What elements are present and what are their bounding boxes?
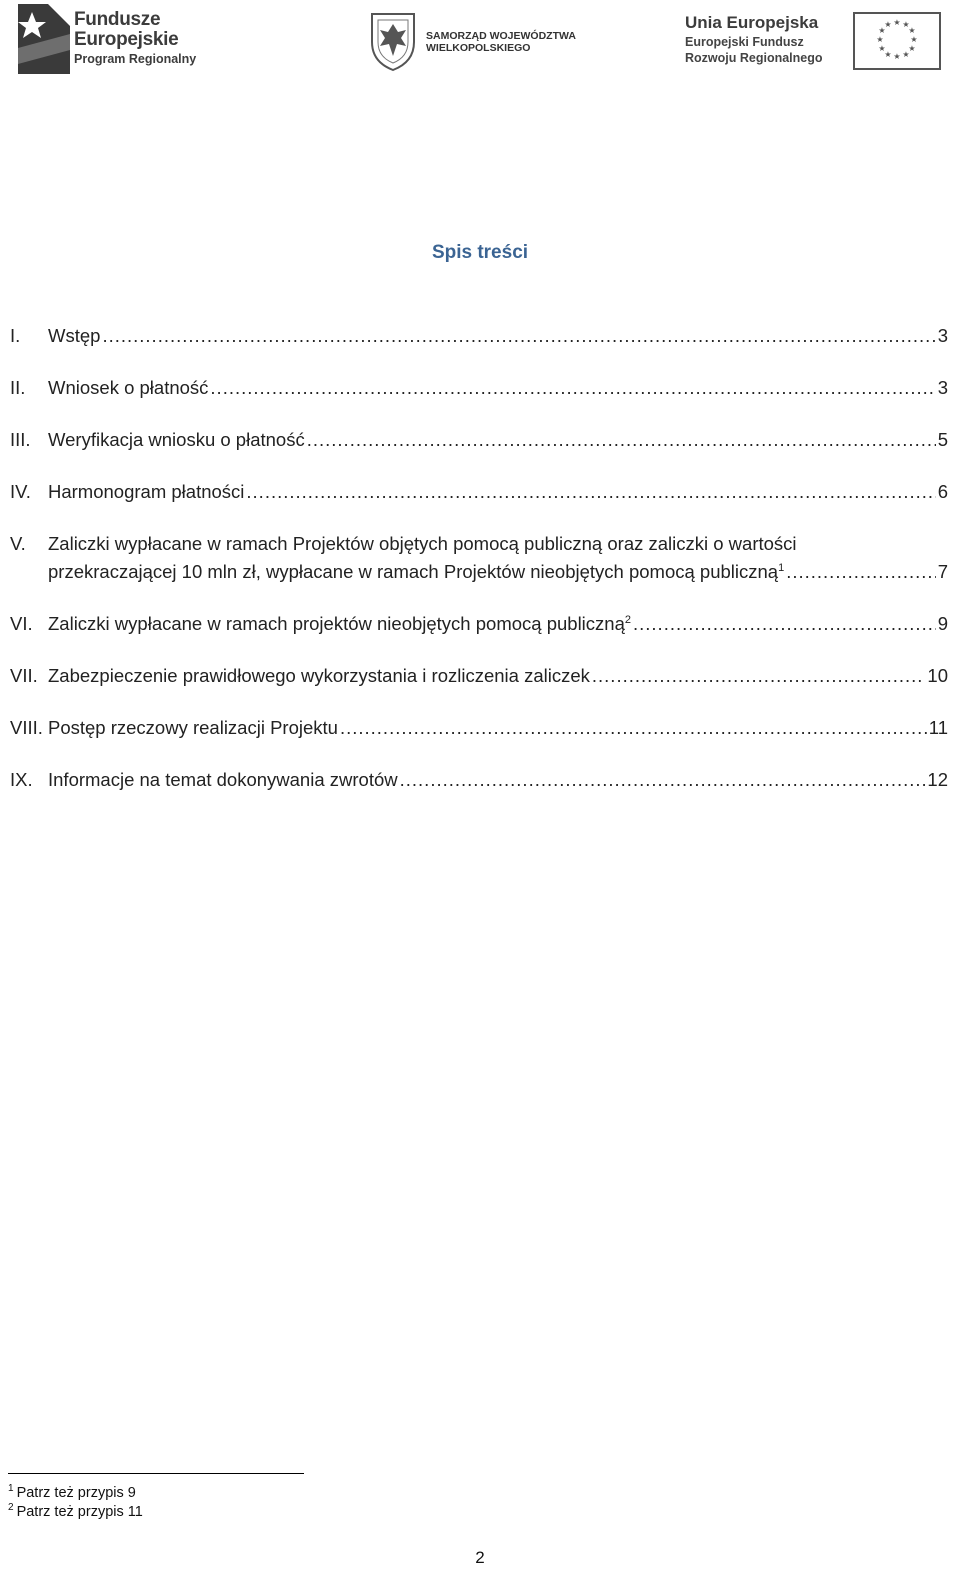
- svg-text:★: ★: [884, 50, 892, 59]
- toc-entry-page: 11: [928, 717, 948, 738]
- toc-entry-text: Informacje na temat dokonywania zwrotów: [48, 769, 398, 790]
- svg-text:★: ★: [902, 20, 910, 29]
- toc-leader-dots: [592, 662, 926, 690]
- sw-line1: SAMORZĄD WOJEWÓDZTWA: [426, 30, 576, 42]
- svg-text:★: ★: [876, 35, 884, 44]
- page-number: 2: [475, 1548, 485, 1567]
- toc-entry-text-line1: Zaliczki wypłacane w ramach Projektów objętych pomocą publiczną oraz zaliczki o wartości: [48, 533, 797, 554]
- toc-entry-page: 3: [937, 377, 948, 398]
- ue-sub1: Europejski Fundusz: [685, 35, 804, 49]
- footnote-mark: 1: [8, 1483, 14, 1495]
- toc-entry-text-content: Zaliczki wypłacane w ramach projektów nieobjętych pomocą publiczną: [48, 613, 625, 634]
- samorzad-logo-text: [426, 30, 576, 54]
- svg-text:★: ★: [878, 44, 886, 53]
- toc-leader-dots: [340, 714, 927, 742]
- fe-star-icon: [18, 4, 70, 74]
- toc-entry-text: Postęp rzeczowy realizacji Projektu: [48, 717, 338, 738]
- fe-line2: Europejskie: [74, 29, 179, 50]
- toc-entry-number: VIII.: [10, 717, 43, 738]
- toc-entry-text-line2-content: przekraczającej 10 mln zł, wypłacane w ramach Projektów nieobjętych pomocą publiczną: [48, 561, 779, 582]
- svg-text:★: ★: [893, 18, 901, 27]
- eagle-crest-icon: [368, 12, 418, 72]
- unia-europejska-logo: [685, 12, 945, 74]
- svg-text:★: ★: [908, 26, 916, 35]
- ue-sub2: Rozwoju Regionalnego: [685, 51, 823, 65]
- toc-entry-text: Wstęp: [48, 325, 101, 346]
- toc-entry-text: Harmonogram płatności: [48, 481, 245, 502]
- eu-flag-icon: [853, 12, 941, 70]
- header-logos: [0, 0, 960, 90]
- svg-text:★: ★: [902, 50, 910, 59]
- toc-entry-page: 9: [937, 613, 948, 634]
- footnote-ref-2[interactable]: 2: [624, 613, 631, 626]
- toc-entry-number: I.: [10, 325, 21, 346]
- toc-entry-2[interactable]: [10, 374, 948, 402]
- toc-entry-9[interactable]: [10, 766, 948, 794]
- toc-entry-page: 3: [937, 325, 948, 346]
- toc-entry-page: 7: [937, 561, 948, 582]
- toc-leader-dots: [246, 478, 935, 506]
- toc-entry-page: 12: [927, 769, 948, 790]
- fundusze-europejskie-logo: [18, 4, 208, 76]
- ue-logo-text: [685, 12, 823, 66]
- footnotes: [8, 1484, 143, 1522]
- toc-entry-text: Zabezpieczenie prawidłowego wykorzystania i rozliczenia zaliczek: [48, 665, 590, 686]
- toc-entry-number: IX.: [10, 769, 33, 790]
- toc-entry-text-line2: [48, 558, 784, 586]
- toc-entry-page: 6: [937, 481, 948, 502]
- toc-entry-number: V.: [10, 533, 26, 554]
- toc-leader-dots: [210, 374, 935, 402]
- toc-entry-7[interactable]: [10, 662, 948, 690]
- toc-entry-page: 5: [937, 429, 948, 450]
- toc-title: Spis treści: [431, 242, 529, 263]
- toc-entry-4[interactable]: [10, 478, 948, 506]
- toc-entry-number: IV.: [10, 481, 31, 502]
- footnote-text: Patrz też przypis 9: [16, 1485, 136, 1501]
- footnote-separator: [8, 1473, 304, 1474]
- toc-entry-page: 10: [927, 665, 948, 686]
- toc-leader-dots: [633, 610, 936, 638]
- toc-entry-number: VI.: [10, 613, 33, 634]
- footnote-text: Patrz też przypis 11: [16, 1504, 143, 1520]
- toc-entry-number: VII.: [10, 665, 38, 686]
- sw-line2: WIELKOPOLSKIEGO: [426, 42, 531, 54]
- toc-leader-dots: [786, 558, 936, 586]
- svg-text:★: ★: [908, 44, 916, 53]
- toc-entry-1[interactable]: [10, 322, 948, 350]
- toc-entry-number: III.: [10, 429, 31, 450]
- toc-entry-text: [48, 610, 631, 638]
- fe-logo-text: [74, 10, 196, 68]
- toc-leader-dots: [307, 426, 936, 454]
- svg-text:★: ★: [884, 20, 892, 29]
- toc-entry-3[interactable]: [10, 426, 948, 454]
- toc-entry-text: Weryfikacja wniosku o płatność: [48, 429, 305, 450]
- ue-title: Unia Europejska: [685, 13, 819, 32]
- svg-text:★: ★: [910, 35, 918, 44]
- svg-text:★: ★: [893, 52, 901, 61]
- footnote-1: [8, 1484, 143, 1503]
- toc-entry-5[interactable]: [10, 530, 948, 586]
- footnote-mark: 2: [8, 1502, 14, 1514]
- toc-entry-number: II.: [10, 377, 26, 398]
- fe-line1: Fundusze: [74, 9, 161, 30]
- footnote-ref-1[interactable]: 1: [778, 561, 785, 574]
- footnote-2: [8, 1503, 143, 1522]
- toc-leader-dots: [400, 766, 926, 794]
- toc-entry-6[interactable]: [10, 610, 948, 638]
- toc-entry-text: Wniosek o płatność: [48, 377, 209, 398]
- fe-line3: Program Regionalny: [74, 52, 197, 66]
- samorzad-logo: [368, 12, 578, 72]
- svg-text:★: ★: [878, 26, 886, 35]
- toc-leader-dots: [102, 322, 935, 350]
- toc-entry-8[interactable]: [10, 714, 948, 742]
